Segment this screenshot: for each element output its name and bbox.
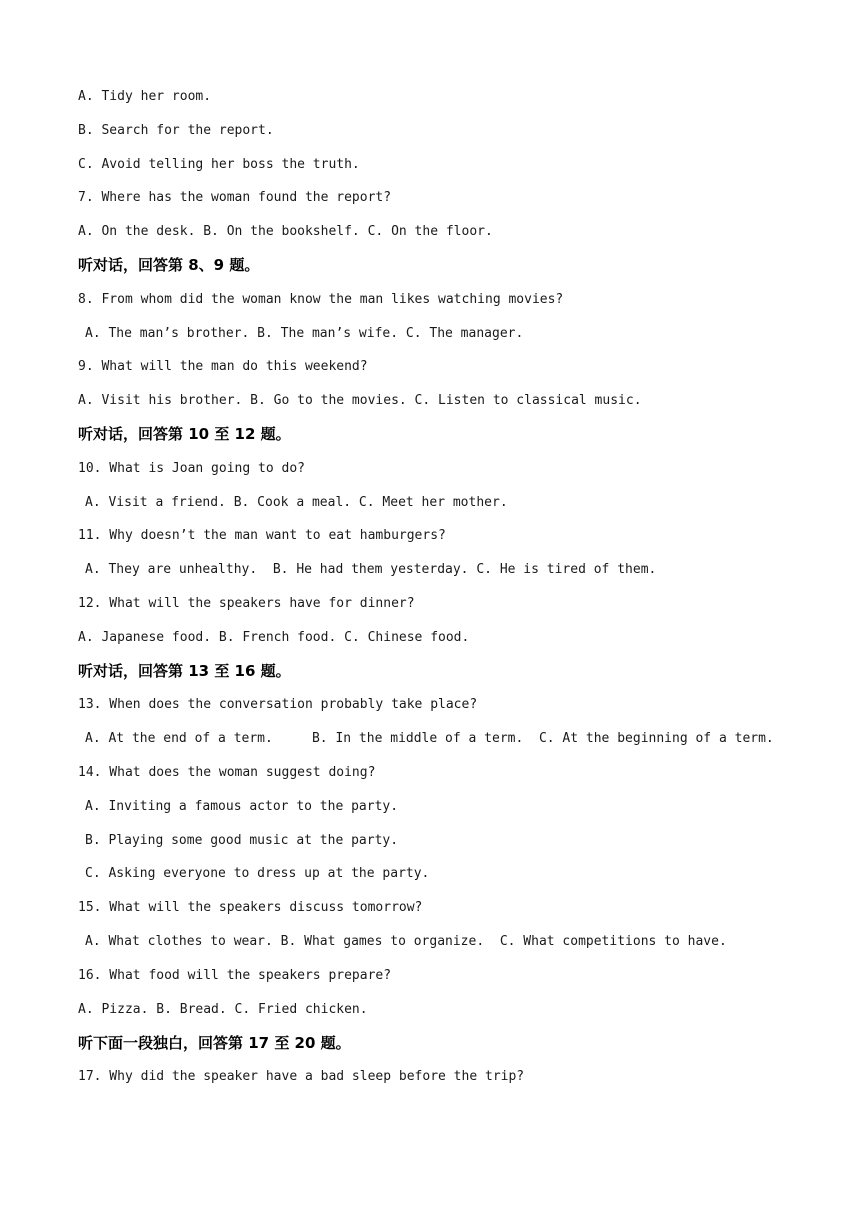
options-9: A. Visit his brother. B. Go to the movies. C. Listen to classical music. xyxy=(78,393,642,408)
question-11: 11. Why doesn’t the man want to eat hamburgers? xyxy=(78,528,446,543)
question-10: 10. What is Joan going to do? xyxy=(78,461,305,476)
option-14c: C. Asking everyone to dress up at the party. xyxy=(85,866,430,881)
options-12: A. Japanese food. B. French food. C. Chinese food. xyxy=(78,630,470,645)
question-13: 13. When does the conversation probably take place? xyxy=(78,697,478,712)
question-9: 9. What will the man do this weekend? xyxy=(78,359,368,374)
section-heading-8-9: 听对话，回答第 8、9 题。 xyxy=(78,256,260,274)
option-6a: A. Tidy her room. xyxy=(78,89,212,104)
question-12: 12. What will the speakers have for dinner? xyxy=(78,596,415,611)
section-heading-10-12: 听对话，回答第 10 至 12 题。 xyxy=(78,425,291,443)
options-11: A. They are unhealthy. B. He had them yesterday. C. He is tired of them. xyxy=(85,562,657,577)
options-7: A. On the desk. B. On the bookshelf. C. On the floor. xyxy=(78,224,493,239)
question-8: 8. From whom did the woman know the man likes watching movies? xyxy=(78,292,564,307)
options-13: A. At the end of a term. B. In the middle of a term. C. At the beginning of a term. xyxy=(85,731,774,746)
option-6b: B. Search for the report. xyxy=(78,123,274,138)
options-10: A. Visit a friend. B. Cook a meal. C. Meet her mother. xyxy=(85,495,508,510)
question-14: 14. What does the woman suggest doing? xyxy=(78,765,376,780)
option-14b: B. Playing some good music at the party. xyxy=(85,833,399,848)
question-17: 17. Why did the speaker have a bad sleep before the trip? xyxy=(78,1069,525,1084)
section-heading-17-20: 听下面一段独白，回答第 17 至 20 题。 xyxy=(78,1034,351,1052)
option-6c: C. Avoid telling her boss the truth. xyxy=(78,157,360,172)
section-heading-13-16: 听对话，回答第 13 至 16 题。 xyxy=(78,662,291,680)
question-16: 16. What food will the speakers prepare? xyxy=(78,968,392,983)
question-15: 15. What will the speakers discuss tomorrow? xyxy=(78,900,423,915)
question-7: 7. Where has the woman found the report? xyxy=(78,190,392,205)
options-8: A. The man’s brother. B. The man’s wife. C. The manager. xyxy=(85,326,524,341)
options-16: A. Pizza. B. Bread. C. Fried chicken. xyxy=(78,1002,368,1017)
option-14a: A. Inviting a famous actor to the party. xyxy=(85,799,399,814)
options-15: A. What clothes to wear. B. What games to organize. C. What competitions to have. xyxy=(85,934,727,949)
